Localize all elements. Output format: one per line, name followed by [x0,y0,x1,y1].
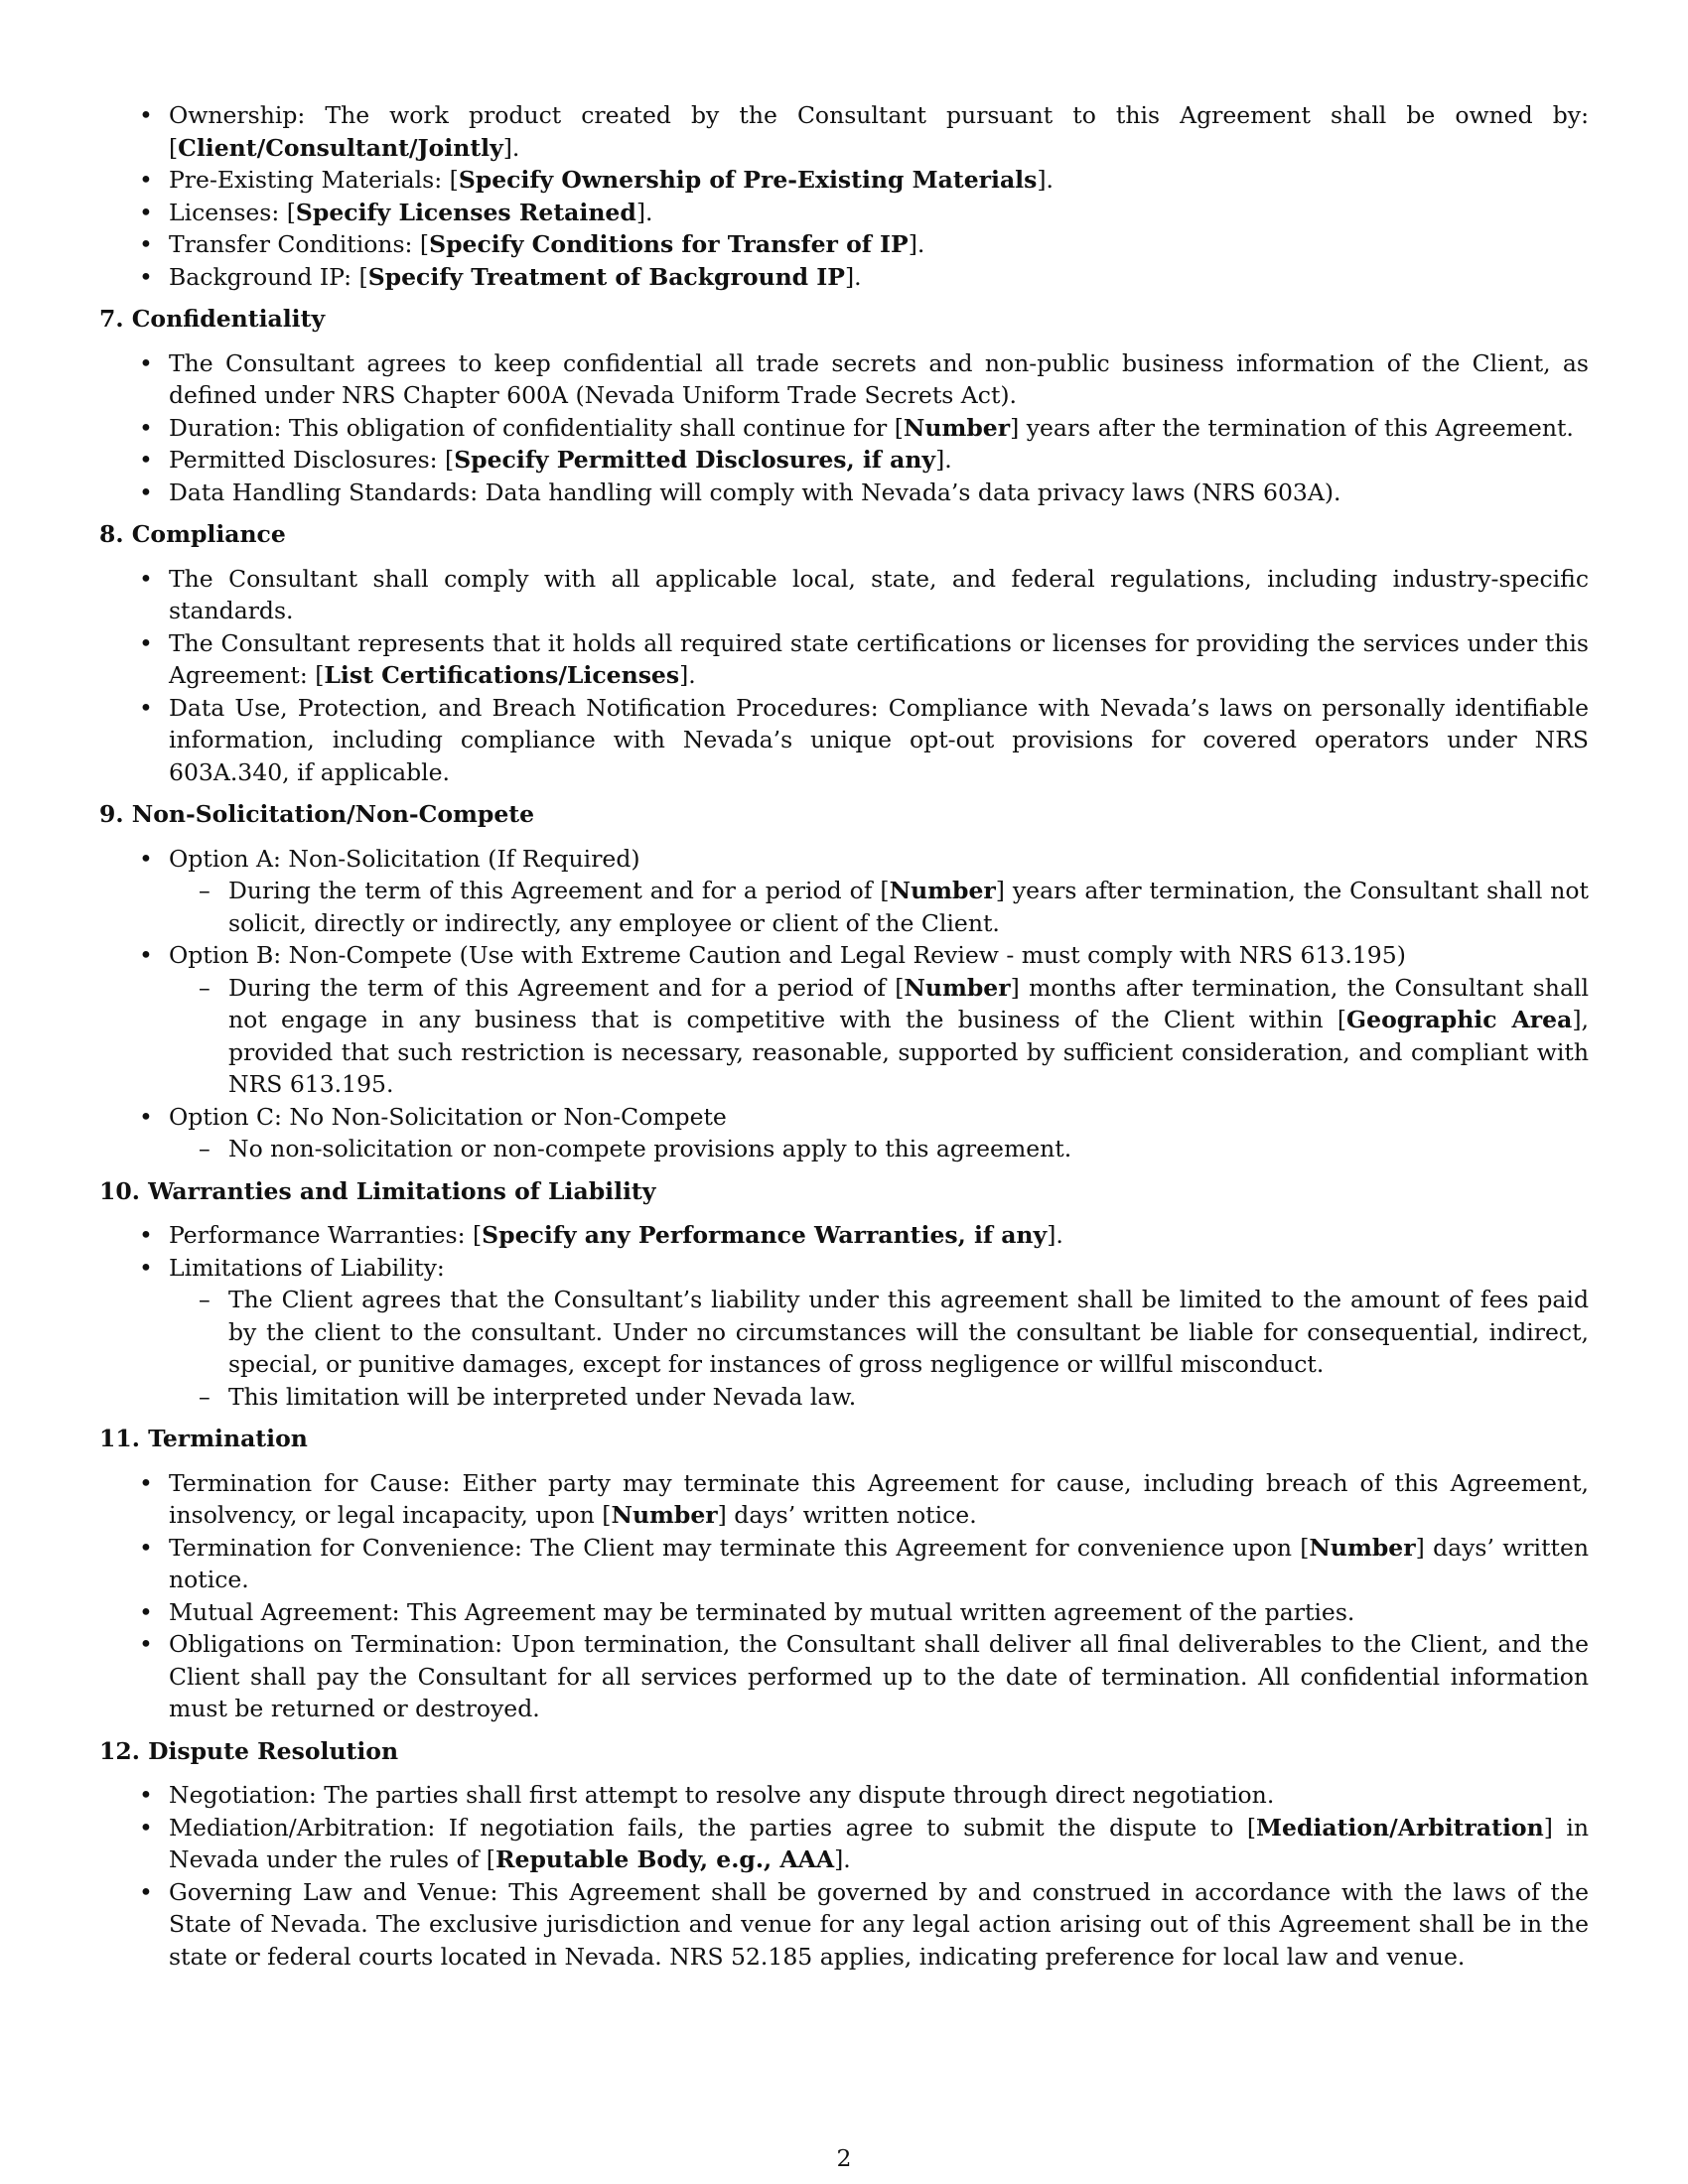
list-item: • Ownership: The work product created by the Consultant pursuant to this Agreement shall be owned by: [Client/Consultant/Jointly]. [169,99,1589,164]
list-item: • Limitations of Liability: – The Client agrees that the Consultant’s liability under this agreement shall be limited to the amount of fees paid by the client to the consultant. Under no circumstances will the consultant be liable for consequential, indirect, special, or punitive damages, except for instances of gross negligence or willful misconduct. – This limitation will be interpreted under Nevada law. [169,1252,1589,1414]
list-item: • Termination for Convenience: The Client may terminate this Agreement for convenience upon [Number] days’ written notice. [169,1532,1589,1596]
sub-list-item: – This limitation will be interpreted under Nevada law. [228,1381,1589,1414]
list-item: • Mutual Agreement: This Agreement may be terminated by mutual written agreement of the parties. [169,1596,1589,1629]
list-item: • Pre-Existing Materials: [Specify Ownership of Pre-Existing Materials]. [169,164,1589,197]
sub-list-item: – The Client agrees that the Consultant’s liability under this agreement shall be limited to the amount of fees paid by the client to the consultant. Under no circumstances will the consultant be liable for consequential, indirect, special, or punitive damages, except for instances of gross negligence or willful misconduct. [228,1284,1589,1381]
non-solicitation-list [99,843,1589,1165]
liability-sublist [169,1284,1589,1413]
list-item: • Data Use, Protection, and Breach Notification Procedures: Compliance with Nevada’s laws on personally identifiable information, including compliance with Nevada’s unique opt-out provisions for covered operators under NRS 603A.340, if applicable. [169,692,1589,789]
warranties-list [99,1219,1589,1413]
list-item: • Obligations on Termination: Upon termination, the Consultant shall deliver all final deliverables to the Client, and the Client shall pay the Consultant for all services performed up to the date of termination. All confidential information must be returned or destroyed. [169,1628,1589,1725]
sub-list-item: – During the term of this Agreement and for a period of [Number] years after termination, the Consultant shall not solicit, directly or indirectly, any employee or client of the Client. [228,875,1589,939]
list-item: • The Consultant shall comply with all applicable local, state, and federal regulations, including industry-specific standards. [169,563,1589,627]
list-item: • Option A: Non-Solicitation (If Required) – During the term of this Agreement and for a period of [Number] years after termination, the Consultant shall not solicit, directly or indirectly, any employee or client of the Client. [169,843,1589,940]
compliance-list [99,563,1589,789]
list-item: • Mediation/Arbitration: If negotiation fails, the parties agree to submit the dispute to [Mediation/Arbitration] in Nevada under the rules of [Reputable Body, e.g., AAA]. [169,1812,1589,1876]
list-item: • Negotiation: The parties shall first attempt to resolve any dispute through direct negotiation. [169,1779,1589,1812]
confidentiality-list [99,347,1589,509]
section-heading-dispute-resolution: 12. Dispute Resolution [99,1736,399,1765]
list-item: • Termination for Cause: Either party may terminate this Agreement for cause, including breach of this Agreement, insolvency, or legal incapacity, upon [Number] days’ written notice. [169,1467,1589,1532]
list-item: • Data Handling Standards: Data handling will comply with Nevada’s data privacy laws (NRS 603A). [169,477,1589,509]
document-page [99,99,1589,1975]
list-item: • The Consultant agrees to keep confidential all trade secrets and non-public business information of the Client, as defined under NRS Chapter 600A (Nevada Uniform Trade Secrets Act). [169,347,1589,412]
section-heading-confidentiality: 7. Confidentiality [99,305,326,333]
page-number: 2 [836,2144,852,2172]
list-item: • Duration: This obligation of confidentiality shall continue for [Number] years after the termination of this Agreement. [169,412,1589,445]
list-item: • Option C: No Non-Solicitation or Non-Compete – No non-solicitation or non-compete provisions apply to this agreement. [169,1101,1589,1165]
sub-list-item: – No non-solicitation or non-compete provisions apply to this agreement. [228,1133,1589,1165]
list-item: • Permitted Disclosures: [Specify Permitted Disclosures, if any]. [169,444,1589,477]
list-item: • The Consultant represents that it holds all required state certifications or licenses for providing the services under this Agreement: [List Certifications/Licenses]. [169,627,1589,692]
option-b-sublist [169,972,1589,1101]
list-item: • Performance Warranties: [Specify any Performance Warranties, if any]. [169,1219,1589,1252]
list-item: • Governing Law and Venue: This Agreement shall be governed by and construed in accordance with the laws of the State of Nevada. The exclusive jurisdiction and venue for any legal action arising out of this Agreement shall be in the state or federal courts located in Nevada. NRS 52.185 applies, indicating preference for local law and venue. [169,1876,1589,1974]
section-heading-termination: 11. Termination [99,1425,308,1452]
dispute-resolution-list [99,1779,1589,1973]
sub-list-item: – During the term of this Agreement and for a period of [Number] months after termination, the Consultant shall not engage in any business that is competitive with the business of the Client within [Geographic Area], provided that such restriction is necessary, reasonable, supported by sufficient consideration, and compliant with NRS 613.195. [228,972,1589,1101]
option-a-sublist [169,875,1589,939]
section-heading-warranties: 10. Warranties and Limitations of Liability [99,1176,656,1205]
list-item: • Background IP: [Specify Treatment of Background IP]. [169,261,1589,294]
ip-list [99,99,1589,293]
list-item: • Transfer Conditions: [Specify Conditions for Transfer of IP]. [169,228,1589,261]
option-c-sublist [169,1133,1589,1165]
section-heading-compliance: 8. Compliance [99,520,286,548]
section-heading-non-solicitation: 9. Non-Solicitation/Non-Compete [99,800,535,828]
termination-list [99,1467,1589,1725]
list-item: • Licenses: [Specify Licenses Retained]. [169,197,1589,229]
list-item: • Option B: Non-Compete (Use with Extreme Caution and Legal Review - must comply with NRS 613.195) – During the term of this Agreement and for a period of [Number] months after termination, the Consultant shall not engage in any business that is competitive with the business of the Client within [Geographic Area], provided that such restriction is necessary, reasonable, supported by sufficient consideration, and compliant with NRS 613.195. [169,939,1589,1101]
